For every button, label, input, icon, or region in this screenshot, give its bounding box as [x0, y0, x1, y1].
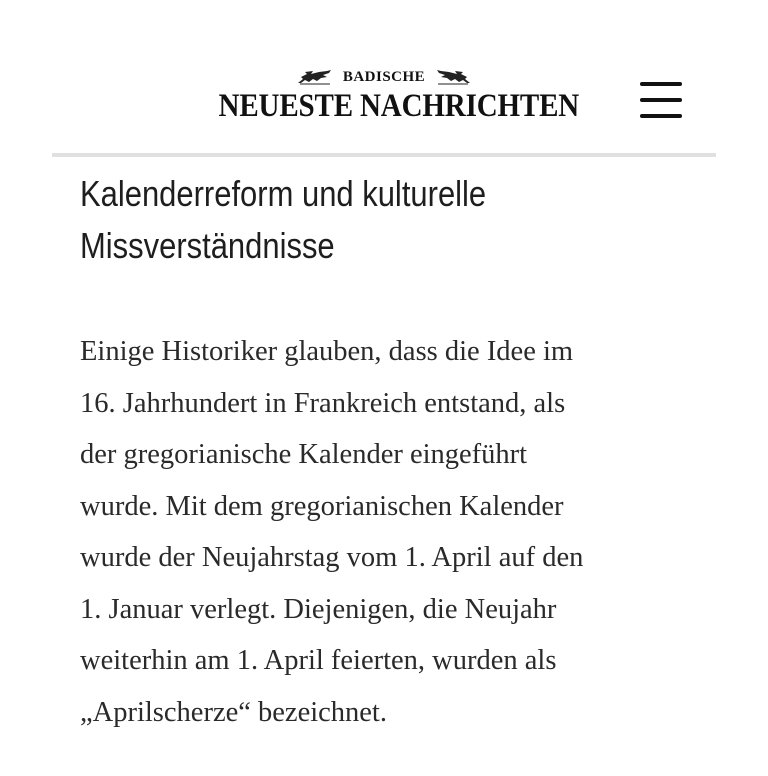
header-divider — [52, 153, 716, 157]
heraldic-griffin-right-icon — [435, 69, 471, 85]
site-logo[interactable] — [196, 66, 580, 124]
site-header — [0, 0, 768, 154]
hamburger-menu-button[interactable] — [634, 78, 688, 122]
headline-line: Kalenderreform und kulturelle — [80, 173, 487, 214]
body-line: 16. Jahrhundert in Frankreich entstand, als — [80, 387, 566, 419]
body-line: Einige Historiker glauben, dass die Idee im — [80, 336, 574, 367]
article-body — [80, 326, 700, 738]
body-line: der gregorianische Kalender eingeführt — [80, 439, 528, 470]
logo-badische: BADISCHE — [342, 68, 426, 85]
body-line: weiterhin am 1. April feierten, wurden als — [80, 645, 557, 676]
logo-neueste-nachrichten: NEUESTE NACHRICHTEN — [218, 88, 580, 124]
body-line: wurde der Neujahrstag vom 1. April auf den — [80, 542, 584, 573]
body-line: „Aprilscherze“ bezeichnet. — [80, 696, 387, 728]
body-line: 1. Januar verlegt. Diejenigen, die Neujahr — [80, 593, 557, 625]
headline-line: Missverständnisse — [80, 225, 335, 266]
article-headline — [80, 168, 699, 272]
body-line: wurde. Mit dem gregorianischen Kalender — [80, 490, 564, 522]
logo-top-row — [196, 66, 572, 88]
heraldic-griffin-left-icon — [297, 69, 333, 85]
